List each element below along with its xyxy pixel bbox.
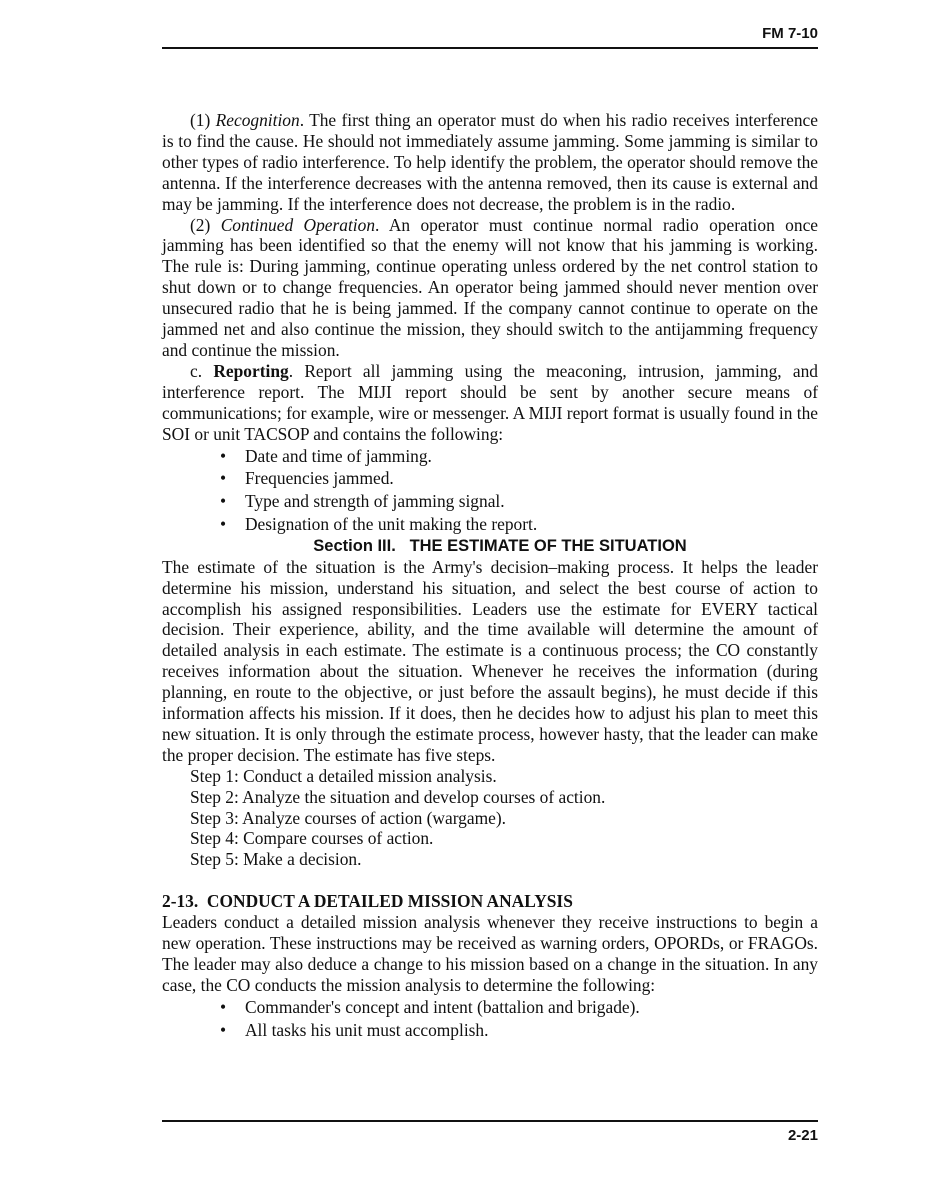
- document-id: FM 7-10: [762, 25, 818, 42]
- list-item: • Frequencies jammed.: [162, 467, 818, 490]
- list-item: • Date and time of jamming.: [162, 445, 818, 468]
- section-heading: Section III. THE ESTIMATE OF THE SITUATION: [313, 536, 687, 555]
- para-number: (1): [190, 110, 216, 130]
- para-number: (2): [190, 214, 221, 235]
- page-body: [162, 110, 818, 1041]
- paragraph-continued-operation: [162, 215, 818, 361]
- paragraph-recognition: [162, 110, 818, 215]
- paragraph-reporting: [162, 361, 818, 445]
- step-item: Step 4: Compare courses of action.: [190, 828, 434, 849]
- subsection-paragraph: Leaders conduct a detailed mission analysis whenever they receive instructions to begin a new operation. These instructions may be received as warning orders, OPORDs, or FRAGOs. The leader may also deduce a change to his mission based on a change in the situation. In any case, the CO conducts the mission analysis to determine the following:: [162, 912, 818, 995]
- list-item: • Type and strength of jamming signal.: [162, 490, 818, 513]
- step-item: Step 2: Analyze the situation and develop courses of action.: [190, 786, 606, 807]
- mission-analysis-list: [162, 996, 818, 1042]
- list-item: • Designation of the unit making the report.: [162, 513, 818, 536]
- footer-rule: [162, 1120, 818, 1122]
- para-title: Reporting: [213, 360, 289, 381]
- section-paragraph: The estimate of the situation is the Army's decision–making process. It helps the leader determine his mission, understand his situation, and select the best course of action to accomplish his assigned responsibilities. Leaders use the estimate for EVERY tactical decision. Their experience, ability, and the time available will determine the amount of detailed analysis in each estimate. The estimate is a continuous process; the CO constantly receives information about the situation. Whenever he receives the information (during planning, en route to the objective, or just before the assault begins), he must decide if this information affects his mission. If it does, then he decides how to adjust his plan to meet this new situation. It is only through the estimate process, however hasty, that the leader can make the proper decision. The estimate has five steps.: [162, 556, 818, 765]
- page-number: 2-21: [787, 1127, 818, 1144]
- para-text: . Report all jamming using the meaconing, intrusion, jamming, and interference report. The MIJI report should be sent by another secure means of communications; for example, wire or messenger. A MIJI report format is usually found in the SOI or unit TACSOP and contains the following:: [162, 360, 819, 444]
- step-item: Step 3: Analyze courses of action (wargame).: [190, 807, 506, 828]
- step-item: Step 5: Make a decision.: [190, 849, 362, 870]
- list-item: • All tasks his unit must accomplish.: [162, 1019, 818, 1042]
- para-title: Continued Operation: [220, 214, 376, 235]
- para-title: Recognition: [215, 110, 300, 130]
- list-item: • Commander's concept and intent (battalion and brigade).: [162, 996, 818, 1019]
- para-text: . The first thing an operator must do when his radio receives interference is to find the cause. He should not immediately assume jamming. Some jamming is similar to other types of radio interference. To help identify the problem, the operator should remove the antenna. If the interference decreases with the antenna removed, then its cause is external and may be jamming. If the interference does not decrease, the problem is in the radio.: [162, 110, 818, 214]
- subsection-heading: 2-13. CONDUCT A DETAILED MISSION ANALYSIS: [162, 891, 573, 912]
- miji-list: [162, 445, 818, 536]
- step-item: Step 1: Conduct a detailed mission analysis.: [190, 765, 497, 786]
- para-number: c.: [190, 360, 214, 381]
- para-text: . An operator must continue normal radio operation once jamming has been identified so that the enemy will not know that his jamming is working. The rule is: During jamming, continue operating unless ordered by the net control station to shut down or to change frequencies. An operator being jammed should never mention over unsecured radio that he is being jammed. If the company cannot continue to operate on the jammed net and also continue the mission, they should switch to the antijamming frequency and continue the mission.: [162, 214, 819, 360]
- header-rule: [162, 47, 818, 49]
